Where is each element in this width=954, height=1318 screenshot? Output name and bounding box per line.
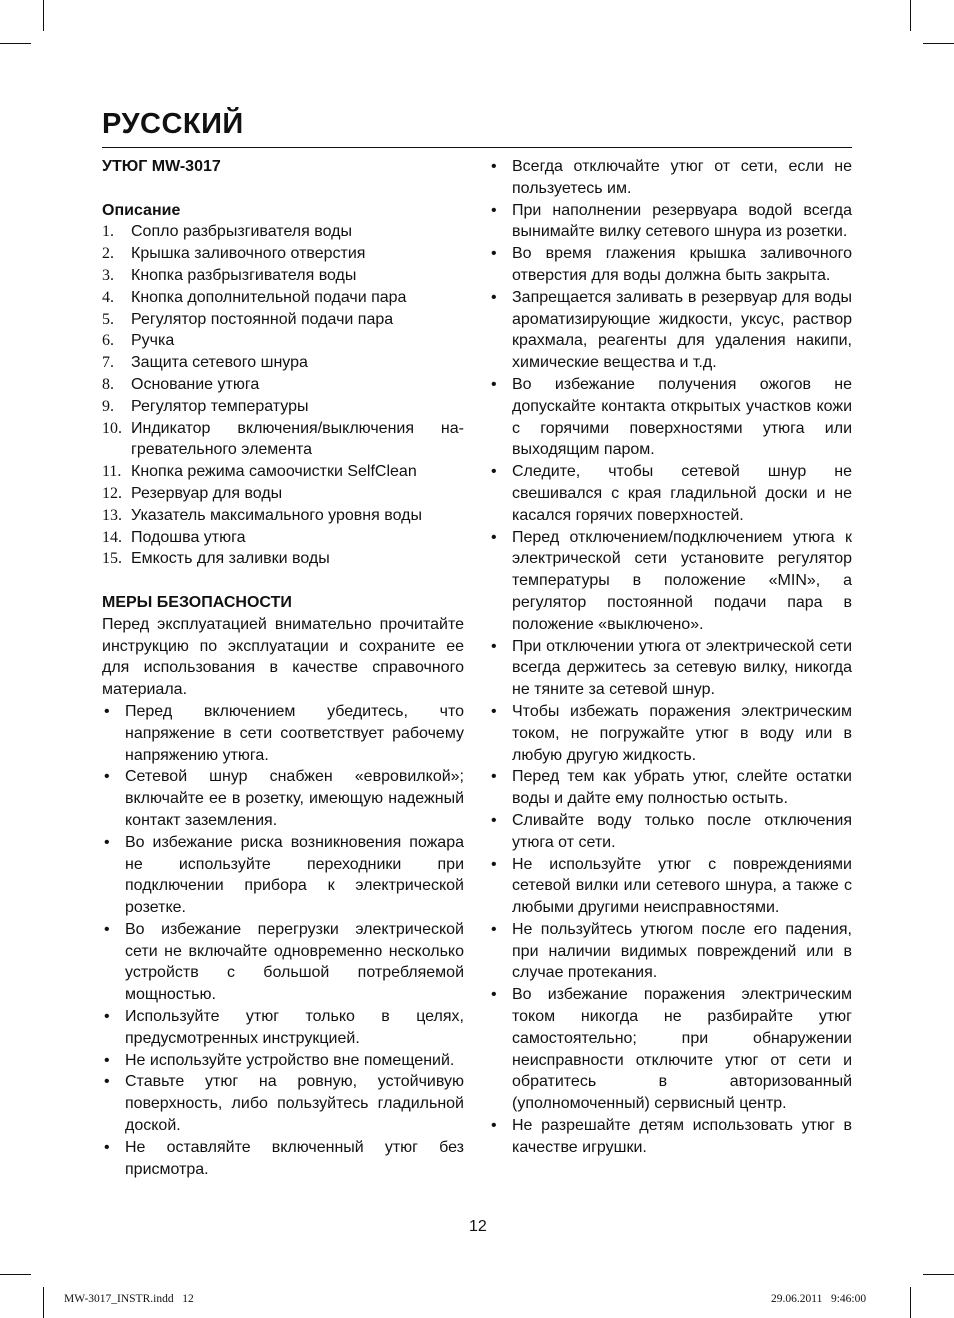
list-item-text: Регулятор температуры: [131, 397, 309, 415]
spacer: [102, 570, 464, 592]
bullet-item: [102, 832, 464, 919]
list-item-text: Емкость для заливки воды: [131, 550, 330, 568]
bullet-item: [102, 766, 464, 831]
crop-mark: [910, 1287, 911, 1318]
spacer: [102, 178, 464, 200]
product-title: УТЮГ MW-3017: [102, 158, 221, 175]
list-item: [102, 243, 464, 265]
page-number: 12: [469, 1218, 487, 1235]
bullet-item: [489, 984, 852, 1115]
crop-mark: [923, 43, 954, 44]
bullet-text: Во время глажения крышка заливочного отверстия для воды должна быть закрыта.: [512, 245, 852, 284]
bullet-item: [489, 374, 852, 461]
bullet-text: Во избежание риска возникновения пожара не используйте переходники при подключении прибора к электрической розетке.: [125, 833, 464, 917]
bullet-icon: •: [491, 201, 497, 219]
list-item-number: 6.: [102, 332, 114, 350]
bullet-item: [102, 1006, 464, 1050]
bullet-item: [102, 701, 464, 766]
crop-mark: [923, 1274, 954, 1275]
list-item-text: Защита сетевого шнура: [131, 354, 308, 372]
bullet-item: [489, 200, 852, 244]
bullet-item: [489, 243, 852, 287]
crop-mark: [0, 43, 31, 44]
bullet-text: Не пользуйтесь утюгом после его падения, при наличии видимых повреждений или в случае протекания.: [512, 920, 852, 982]
list-item: [102, 461, 464, 483]
bullet-item: [489, 287, 852, 374]
bullet-text: Сетевой шнур снабжен «евровилкой»; включайте ее в розетку, имеющую надежный контакт заземления.: [125, 768, 464, 829]
list-item: [102, 374, 464, 396]
bullet-icon: •: [104, 833, 110, 851]
footer-file-info: MW-3017_INSTR.indd 12: [64, 1293, 194, 1305]
list-item-number: 8.: [102, 375, 114, 393]
bullet-item: [489, 766, 852, 810]
bullet-item: [489, 919, 852, 984]
list-item: [102, 287, 464, 309]
bullet-icon: •: [491, 920, 497, 938]
bullet-text: При наполнении резервуара водой всегда вынимайте вилку сетевого шнура из розетки.: [512, 201, 852, 241]
list-item: [102, 418, 464, 462]
bullet-icon: •: [491, 702, 497, 720]
list-item: [102, 221, 464, 243]
bullet-item: [102, 1071, 464, 1136]
bullet-text: Во избежание перегрузки электрической сети не включайте одновременно несколько устройств с большой потребляемой мощностью.: [125, 920, 464, 1004]
bullet-icon: •: [491, 245, 497, 263]
list-item-number: 14.: [102, 528, 122, 546]
bullet-icon: •: [491, 288, 497, 306]
list-item: [102, 505, 464, 527]
list-item-number: 10.: [102, 419, 122, 437]
safety-list-right: [489, 156, 852, 1159]
bullet-item: [489, 810, 852, 854]
crop-mark: [43, 1287, 44, 1318]
language-title: РУССКИЙ: [102, 108, 244, 140]
crop-mark: [43, 0, 44, 31]
list-item-number: 4.: [102, 288, 114, 306]
list-item: [102, 483, 464, 505]
list-item-text: Регулятор постоянной подачи пара: [131, 310, 394, 328]
bullet-text: При отключении утюга от электрической сети всегда держитесь за сетевую вилку, никогда не тяните за сетевой шнур.: [512, 637, 852, 699]
bullet-text: Всегда отключайте утюг от сети, если не пользуетесь им.: [512, 158, 852, 197]
bullet-icon: •: [104, 768, 110, 786]
list-item: [102, 309, 464, 331]
bullet-text: Запрещается заливать в резервуар для воды ароматизирующие жидкости, уксус, раствор крахмала, реагенты для удаления накипи, химические вещества и т.д.: [512, 288, 852, 372]
bullet-icon: •: [491, 463, 497, 481]
bullet-icon: •: [491, 528, 497, 546]
list-item-text: Резервуар для воды: [131, 484, 283, 502]
bullet-text: Чтобы избежать поражения электрическим током, не погружайте утюг в воду или в любую другую жидкость.: [512, 702, 852, 764]
bullet-text: Во избежание поражения электрическим током никогда не разбирайте утюг самостоятельно; при обнаружении неисправности отключите утюг от сети и обратитесь в авторизованный (уполномоченный) сервисный центр.: [512, 986, 852, 1113]
list-item: [102, 352, 464, 374]
footer-timestamp: 29.06.2011 9:46:00: [771, 1293, 867, 1305]
bullet-text: Перед отключением/подключением утюга к электрической сети установите регулятор температуры в положение «MIN», а регулятор постоянной подачи пара в положение «выключено».: [512, 528, 852, 633]
list-item-text: Ручка: [131, 332, 175, 350]
bullet-text: Не используйте утюг с повреждениями сетевой вилки или сетевого шнура, а также с любыми другими неисправностями.: [512, 855, 852, 917]
bullet-text: Следите, чтобы сетевой шнур не свешивался с края гладильной доски и не касался горячих поверхностей.: [512, 463, 852, 524]
list-item-text: Сопло разбрызгивателя воды: [131, 223, 352, 241]
list-item-text: Крышка заливочного отверстия: [131, 245, 366, 263]
bullet-icon: •: [104, 1138, 110, 1156]
bullet-text: Перед тем как убрать утюг, слейте остатки воды и дайте ему полностью остыть.: [512, 768, 852, 808]
bullet-icon: •: [104, 1008, 110, 1026]
description-list: [102, 221, 464, 570]
list-item-number: 9.: [102, 397, 114, 415]
crop-mark: [0, 1274, 31, 1275]
bullet-item: [102, 919, 464, 1006]
bullet-item: [489, 636, 852, 701]
bullet-text: Во избежание получения ожогов не допускайте контакта открытых участков кожи с горячими поверхностями утюга или выходящим паром.: [512, 375, 852, 459]
bullet-icon: •: [491, 986, 497, 1004]
bullet-icon: •: [491, 158, 497, 175]
bullet-icon: •: [491, 811, 497, 829]
list-item-text: Кнопка режима самоочистки SelfClean: [131, 463, 417, 481]
list-item-text: Основание утюга: [131, 375, 260, 393]
list-item: [102, 396, 464, 418]
bullet-icon: •: [491, 1117, 497, 1135]
list-item: [102, 527, 464, 549]
bullet-text: Используйте утюг только в целях, предусмотренных инструкцией.: [125, 1008, 464, 1047]
list-item: [102, 548, 464, 570]
bullet-icon: •: [104, 920, 110, 938]
bullet-text: Не используйте устройство вне помещений.: [125, 1051, 455, 1069]
right-column: [489, 156, 852, 1159]
list-item-text: Указатель максимального уровня воды: [131, 506, 422, 524]
bullet-item: [489, 701, 852, 766]
bullet-item: [489, 854, 852, 919]
bullet-text: Не оставляйте включенный утюг без присмотра.: [125, 1138, 464, 1178]
bullet-item: [489, 156, 852, 200]
bullet-item: [489, 527, 852, 636]
bullet-icon: •: [104, 1073, 110, 1091]
list-item-text: Индикатор включения/выключения на-гревательного элемента: [131, 419, 464, 459]
list-item-number: 12.: [102, 484, 122, 502]
description-heading: Описание: [102, 201, 181, 219]
left-column: [102, 156, 464, 1180]
safety-intro: Перед эксплуатацией внимательно прочитайте инструкцию по эксплуатации и сохраните ее для использования в качестве справочного материала.: [102, 615, 464, 699]
bullet-icon: •: [104, 702, 110, 720]
list-item-text: Подошва утюга: [131, 528, 246, 546]
bullet-item: [489, 461, 852, 526]
bullet-text: Ставьте утюг на ровную, устойчивую поверхность, либо пользуйтесь гладильной доской.: [125, 1073, 464, 1135]
list-item-number: 3.: [102, 266, 114, 284]
bullet-text: Перед включением убедитесь, что напряжение в сети соответствует рабочему напряжению утюга.: [125, 702, 464, 764]
list-item-number: 7.: [102, 354, 114, 372]
list-item-text: Кнопка разбрызгивателя воды: [131, 266, 357, 284]
bullet-icon: •: [491, 637, 497, 655]
list-item-number: 5.: [102, 310, 114, 328]
safety-heading: МЕРЫ БЕЗОПАСНОСТИ: [102, 593, 292, 611]
list-item-number: 15.: [102, 550, 122, 568]
list-item: [102, 265, 464, 287]
bullet-icon: •: [104, 1051, 110, 1069]
list-item-number: 11.: [102, 463, 122, 481]
list-item: [102, 330, 464, 352]
bullet-icon: •: [491, 768, 497, 786]
list-item-number: 13.: [102, 506, 122, 524]
crop-mark: [910, 0, 911, 31]
bullet-text: Не разрешайте детям использовать утюг в качестве игрушки.: [512, 1117, 852, 1156]
list-item-number: 2.: [102, 245, 114, 263]
bullet-item: [102, 1050, 464, 1072]
list-item-text: Кнопка дополнительной подачи пара: [131, 288, 407, 306]
bullet-item: [489, 1115, 852, 1159]
bullet-icon: •: [491, 855, 497, 873]
bullet-item: [102, 1137, 464, 1181]
title-divider: [102, 147, 852, 148]
safety-list-left: [102, 701, 464, 1181]
bullet-icon: •: [491, 375, 497, 393]
list-item-number: 1.: [102, 223, 114, 241]
bullet-text: Сливайте воду только после отключения утюга от сети.: [512, 811, 852, 851]
